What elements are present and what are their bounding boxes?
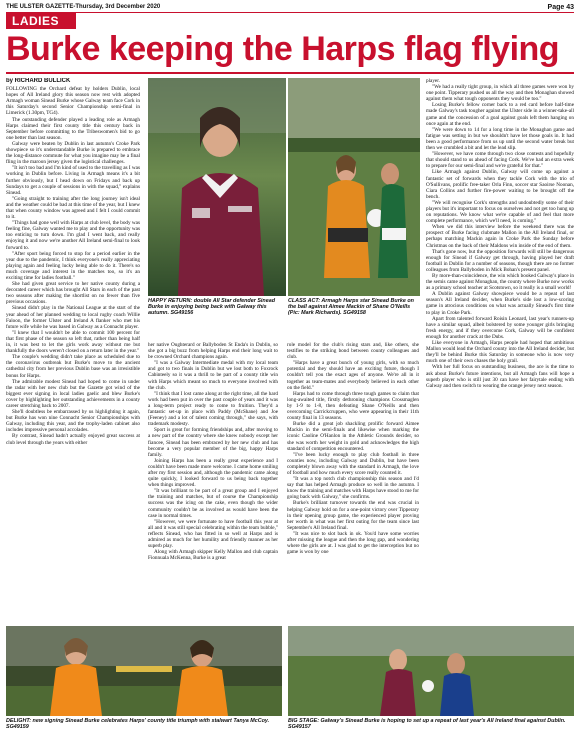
paragraph: Along with Armagh skipper Kelly Mallon and club captain Fionnuala McKenna, Burke is a great <box>148 549 278 562</box>
paragraph: Galway were beaten by Dublin in last autumn's Croke Park showpiece so it's understandable Burke is prepared to embrace the long-distance commute for what you imagine may be a final fling in the maroon jersey given the logistical challenges. <box>6 140 140 166</box>
paragraph: "Going straight to training after the long journey isn't ideal and the weather could be bad at this time of the year, but I knew that when county window was agreed and I felt I could commit to it. <box>6 195 140 221</box>
paragraph: Harps had to come through three tough games to claim that long-awaited title, firstly dethroning champions Crossmaglen by 1-9 to 1-8, then defeating Shane O'Neills and then overcoming Carrickcruppen, who were appearing in their 11th county final in 13 seasons. <box>287 390 419 422</box>
paragraph: Joining Harps has been a really great experience and I couldn't have been made more welcome. I came home smiling after my first session and, although the pandemic came along quite quickly, I looked forward to us being back together when things improved. <box>148 457 278 489</box>
paragraph: "We were down to 14 for a long time in the Monaghan game and fatigue was setting in but we shouldn't have let those goals in. It had been a good performance from us up until the second water break but then we crumbled a bit and let the lead slip. <box>426 126 574 152</box>
paragraph: The couple's wedding didn't take place as scheduled due to the coronavirus outbreak but Burke's move to the ancient cathedral city from her previous Dublin base was an irresistible bonus for Harps. <box>6 354 140 379</box>
paragraph: "After sport being forced to stop for a period earlier in the year due to the pandemic, I think everyone's really appreciating playing again and feeling lucky being able to do it. There's so much coverage and interest in the matches too, so it's an exciting time for ladies football." <box>6 250 140 281</box>
paragraph: "We will recognise Cork's strengths and undoubtedly some of their players but it's important to focus on ourselves and not get too hung up on reputations. We know what we're capable of and feel that more complete performance, which we'll need, is coming." <box>426 199 574 225</box>
paragraph: "I knew that I wouldn't be able to commit 100 percent for that first phase of the season so left that, rather than being half in, it was best to let the girls work away without me but thankfully the doors weren't closed on a return later in the year." <box>6 329 140 355</box>
photo-delight <box>6 626 282 716</box>
headline: Burke keeping the Harps flag flying <box>6 30 560 68</box>
paragraph: The outstanding defender played a leading role as Armagh Harps claimed their first county title this century back in September before committing to the Tribeswomen's bid to go one better than last season. <box>6 116 140 141</box>
paragraph: "It was a top notch club championship this season and I'd say that has helped Armagh produce so well in the autumn. I know the training and matches with Harps have stood to me for going back with Galway," she confirms. <box>287 476 419 501</box>
paragraph: role model for the club's rising stars and, like others, she testifies to the striking bond between county colleagues and club. <box>287 342 419 361</box>
article-column-4 <box>426 78 574 520</box>
paragraph: The admirable modest Sinead had hoped to come in under the radar with her new club but the Gazette got wind of the biggest ever signing in local ladies gaelic and blew Burke's cover by highlighting her outstanding achievements in a county career stretching back to 2007. <box>6 378 140 409</box>
masthead <box>6 2 574 13</box>
paragraph: "I've been lucky enough to play club football in three counties now, including Galway and Dublin, but have been completely blown away with the standard in Armagh, the love of football and how much every score really counted it. <box>287 451 419 476</box>
paragraph: Losing Burke's fellow corner back to a red card before half-time made Galway's task tougher against the Ulster side in a winner-take-all game and the concession of a goal against goals left them hanging on once again at the end. <box>426 102 574 127</box>
paragraph: "Harps have a great bunch of young girls, with so much potential and they should have an exciting future, though I couldn't tell you the exact ages of anyone. We're all in it together as team-mates and everybody believed in each other on the field." <box>287 360 419 391</box>
paragraph: her native Oughterard or Ballyboden St Enda's in Dublin, so she got a big buzz from helping Harps end their long wait to be crowned Orchard champions again. <box>148 342 278 361</box>
photo-big-stage <box>288 626 574 716</box>
paragraph: When we did this interview before the weekend there was the prospect of Burke facing clubmate Mallon in the All Ireland final, or perhaps matching Mackin again in Croke Park the Sunday before Christmas on the back of their Maldons win inside of the end of them. <box>426 224 574 249</box>
paragraph: Apart from talented forward Roisin Leonard, last year's runners-up have a similar squad, albeit bolstered by some younger girls bringing fresh energy, and if they overcome Cork, Galway will be confident enough for another crack at the Dubs. <box>426 315 574 340</box>
paragraph: A Dublin against Galway showpiece would be a repeat of last season's All Ireland decider, when Burke's side lost a low-scoring game in atrocious conditions on what was actually Sinead's first time to play in Croke Park. <box>426 291 574 316</box>
paragraph: player. <box>426 78 440 84</box>
caption-delight-text: DELIGHT: new signing Sinead Burke celebrates Harps' county title triumph with stalwart Tanya McCoy. SG49159 <box>6 718 270 731</box>
paragraph: "Things had gone well with Harps at club level, the body was feeling fine, Galway wanted me to play and the opportunity was too enticing to turn down. I'm glad I went back, and really enjoying it and now we're another All Ireland semi-final to look forward to. <box>6 220 140 251</box>
paragraph: "We had a really tight group, in which all three games were won by one point. Tipperary pushed us all the way and then Monaghan showed against them what tough opponents they would be too." <box>426 84 574 103</box>
caption-happy-return <box>148 298 284 338</box>
paragraph: By more-than-coincidence, the win which booked Galway's place in the semis came against Monaghan, the county where Burke now works as a primary school teacher at Scotstown, so it really is a small world! <box>426 273 574 292</box>
article-column-1 <box>6 78 140 623</box>
paragraph: "However, we were fortunate to have football this year at all and it was still special celebrating within the team bubble," reflects Sinead, who has fitted in so well at Harps and is admired as much for her humility and friendly manner as her superb play. <box>148 518 278 550</box>
paragraph: Like Armagh against Dublin, Galway will come up against a fantastic set of forwards when they tackle Cork with the trio of O'Sullivans, prolific free-taker Orla Finn, soccer star Saoirse Noonan, Ciara Collins and further fire-power waiting to be brought off the bench. <box>426 169 574 200</box>
paragraph: By contrast, Sinead hadn't actually enjoyed great success at club level through the years with either <box>6 433 140 446</box>
caption-big-stage-text: BIG STAGE: Galway's Sinead Burke is hoping to set up a repeat of last year's All Ireland final against Dublin. SG49157 <box>288 718 566 731</box>
photo-happy-return <box>148 78 286 296</box>
headline-rule <box>6 72 574 74</box>
section-label: LADIES <box>6 13 76 29</box>
article-column-3 <box>287 342 419 624</box>
caption-big-stage <box>288 718 574 736</box>
paragraph: Burke did a great job shackling prolific forward Aimee Mackin in the semi-finals and likewise when marking the iconic Caoline O'Hanlon in the Athletic Grounds decider, so she was worth her weight in gold and acknowledges the high standard of competition encountered. <box>287 421 419 452</box>
photo-class-act-image <box>288 78 420 296</box>
paragraph: "It isn't too bad and I'm kind of used to the travelling as I was working in Dublin before. Living in Armagh means it's a bit further obviously, but I head down on Fridays and back up Sundays to get a couple of sessions in with the squad," explains Sinead. <box>6 165 140 196</box>
paragraph: FOLLOWING the Orchard defeat by holders Dublin, local hopes of All Ireland glory this season now rest with adopted Armagh woman Sinead Burke whose Galway team face Cork in this Saturday's second Senior Championship semi-final in Limerick (1.30pm, TG4). <box>6 86 140 117</box>
paragraph: "I was a Galway Intermediate medal with my local team and got to two finals in Dublin but we lost both to Foxrock Cabinteely so it was a thrill to be part of a county title win with Harps which meant so much to everyone involved with the club. <box>148 360 278 391</box>
paragraph: That's gone now, but the opposition forwards will still be dangerous enough for Sinead if Galway get through, having played her draft football in Dublin for a number of seasons, though there are no former colleagues from Ballyboden in Mick Bohan's present panel. <box>426 248 574 273</box>
masthead-title: THE ULSTER GAZETTE-Thursday, 3rd December 2020 <box>6 4 161 10</box>
photo-class-act <box>288 78 420 296</box>
caption-class-act-text: CLASS ACT: Armagh Harps star Sinead Burke on the ball against Aimee Mackin of Shane O'Neills (Pic: Mark Richards). SG49158 <box>288 298 414 317</box>
caption-happy-return-text: HAPPY RETURN: double All Star defender Sinead Burke in enjoying being back with Galway this autumn. SG49156 <box>148 298 275 317</box>
paragraph: She had given great service to her native county during a decorated career which has brought All Stars in each of the past two seasons after making the shortlist on no fewer than five previous occasions. <box>6 281 140 306</box>
paragraph: "I think that I lost came along at the right time, all the hard work had been put in over the past couple of years and it was a long-term project ready to come to fruition. They'd a fantastic set-up in place with Paddy (McShane) and Joe (Feeney) and a lot of talent coming through," she says, with trademark modesty. <box>148 390 278 428</box>
paragraph: "It was nice to slot back in ok. You'd have some worries after missing the league and then the long gap, and wondering where the girls are at. I was glad to get the interception but no game is won by one <box>287 530 419 556</box>
paragraph: Sport is great for forming friendships and, after moving to a new part of the country where she knew nobody except her fiancee, Sinead has been embraced by her new club and has become a very popular member of the big, happy Harps family. <box>148 427 278 458</box>
paragraph: With her full focus on outstanding business, the ace is the time to ask about Burke's future intentions, but all Armagh fans will hope a superb player who is still just 30 can have her fairytale ending with Galway and then switch to wearing the orange jersey next season. <box>426 364 574 389</box>
caption-delight <box>6 718 282 736</box>
paragraph: "However, we have come through two close contests and hopefully that should stand to us ahead of facing Cork. We've had an extra week to prepare for our semi-final and we're grateful for that." <box>426 151 574 170</box>
page-number: Page 43 <box>547 3 574 11</box>
caption-class-act <box>288 298 420 338</box>
paragraph: Like everyone in Armagh, Harps people had hoped that ambitious Mallon would lead the Orchard county into the All Ireland decider, but they'll be behind Burke this Saturday in someone who is now very much one of their own chases the holy grail. <box>426 340 574 365</box>
paragraph: Sinead didn't play in the National League at the start of the year ahead of her planned wedding to local rugby coach Willie Faloon, the former Ulster and Ireland A flanker who met his future wife while he was based in Galway as a Connacht player. <box>6 305 140 330</box>
photo-big-stage-image <box>288 626 574 716</box>
article-column-2 <box>148 342 278 624</box>
paragraph: She'll doubtless be embarrassed by us highlighting it again, but Burke has won nine Connacht Senior Championships with Galway, including this year, and the trophy-laden cabinet also includes impressive personal accolades. <box>6 409 140 434</box>
paragraph: Burke's brilliant turnover towards the end was crucial in helping Galway hold on for a one-point victory over Tipperary in their opening group game, the experienced player proving her worth in what was her first outing for the team since last September's All Ireland final. <box>287 500 419 531</box>
byline: by RICHARD BULLICK <box>6 78 71 84</box>
photo-delight-image <box>6 626 282 716</box>
photo-happy-return-image <box>148 78 286 296</box>
paragraph: "It was brilliant to be part of a great group and I enjoyed the training and matches, but of course the Championship success was the icing on the cake, even though the wider community couldn't be as involved as would have been the case in normal times. <box>148 488 278 519</box>
